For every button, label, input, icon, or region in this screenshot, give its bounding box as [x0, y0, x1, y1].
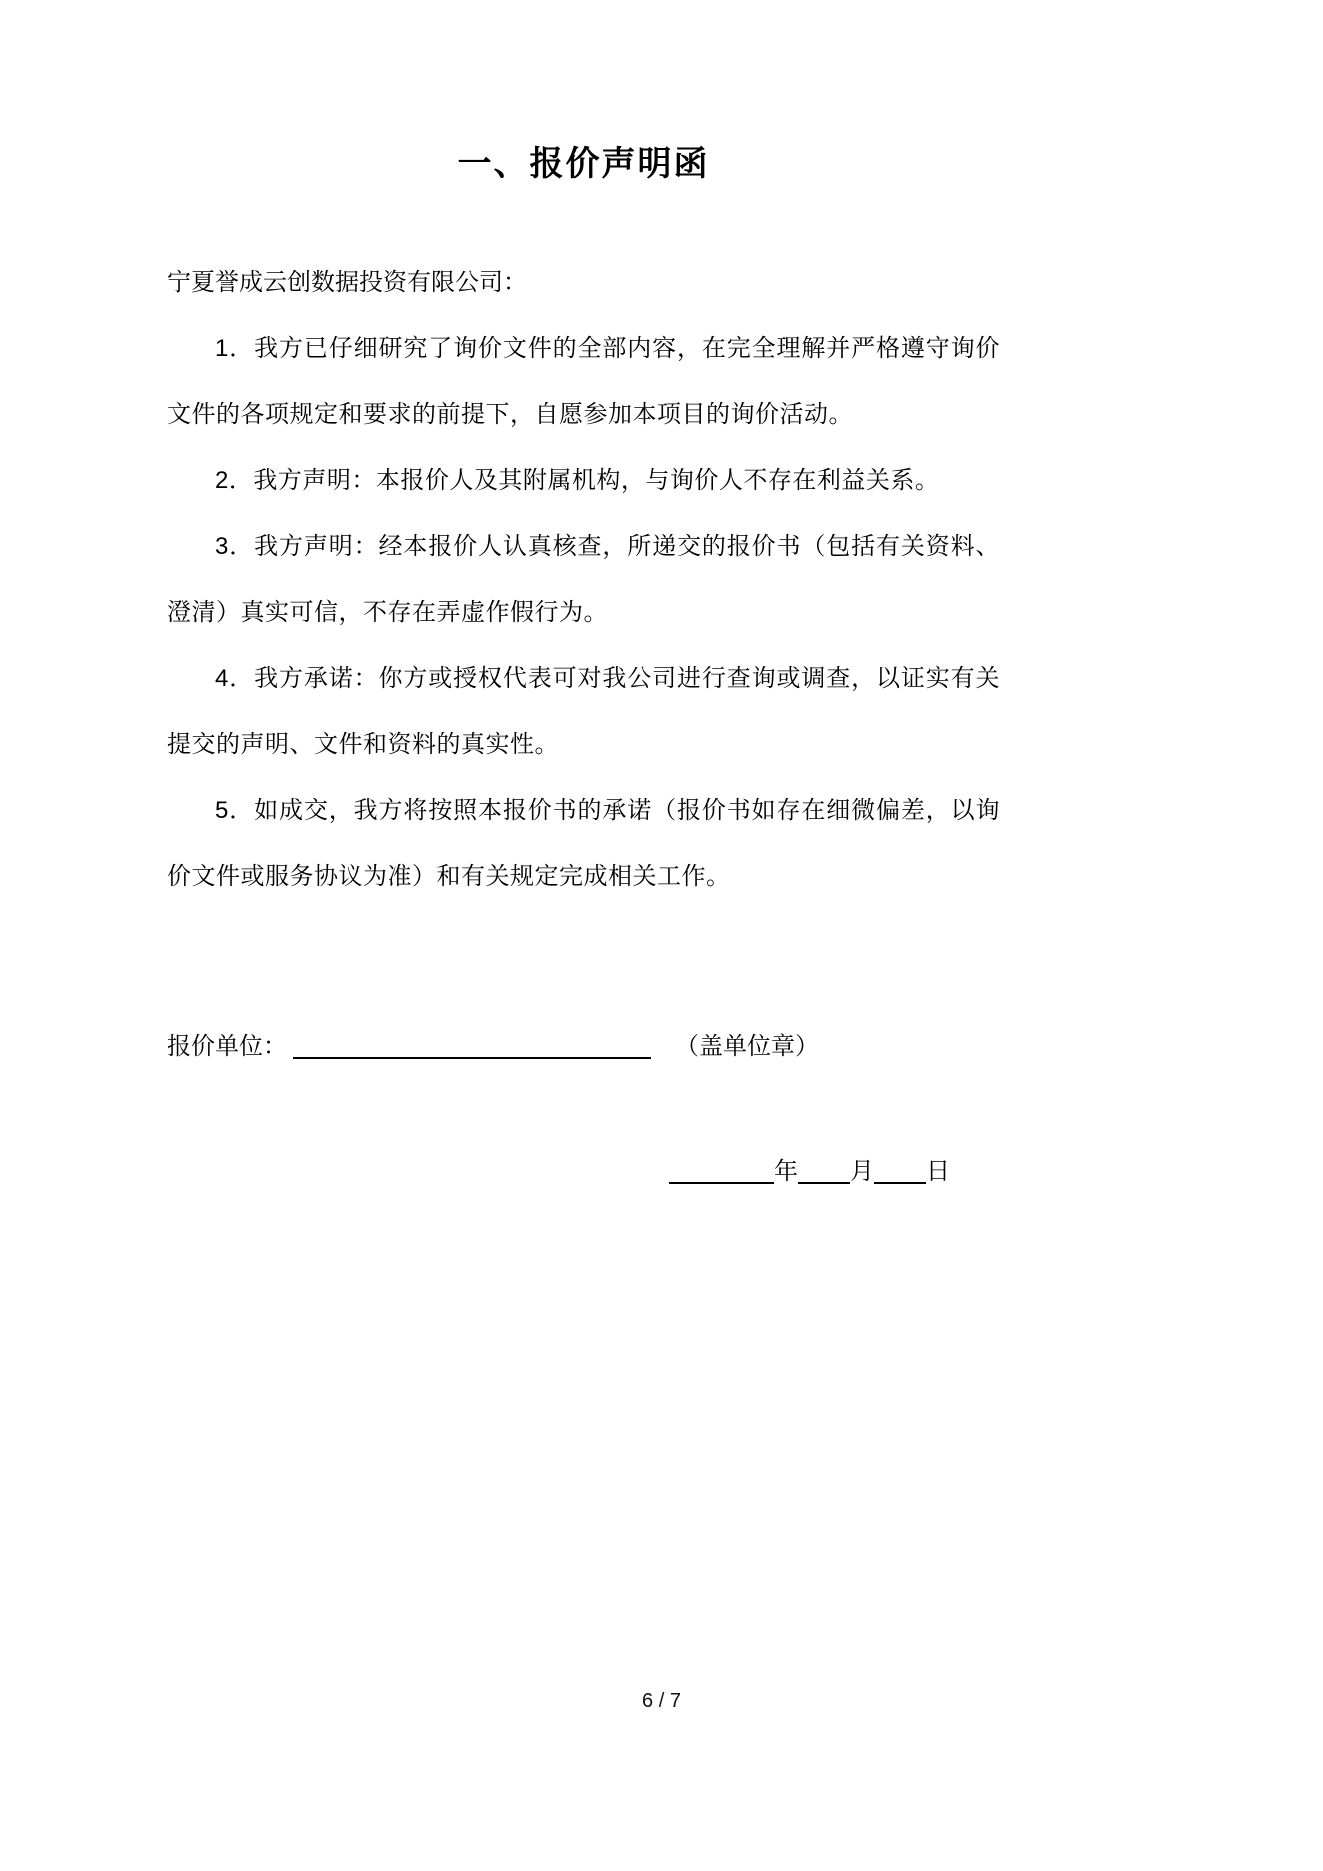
- quoting-unit-blank-field: [293, 1031, 651, 1059]
- quoting-unit-label: 报价单位：: [167, 1033, 287, 1060]
- document-title: 一、报价声明函: [457, 145, 710, 183]
- clause-paragraph-5: 5．如成交，我方将按照本报价书的承诺（报价书如存在细微偏差，以询价文件或服务协议为准）和有关规定完成相关工作。: [167, 797, 1000, 890]
- month-blank-field: [798, 1156, 850, 1184]
- seal-note: （盖单位章）: [675, 1033, 819, 1060]
- signature-row: [167, 1014, 1000, 1080]
- page-number: 6 / 7: [642, 1690, 681, 1712]
- addressee-line: 宁夏誉成云创数据投资有限公司：: [167, 269, 527, 296]
- clause-paragraph-1: 1．我方已仔细研究了询价文件的全部内容，在完全理解并严格遵守询价文件的各项规定和要求的前提下，自愿参加本项目的询价活动。: [167, 335, 1000, 428]
- date-row: [167, 1139, 1000, 1205]
- clause-paragraph-4: 4．我方承诺：你方或授权代表可对我公司进行查询或调查，以证实有关提交的声明、文件和资料的真实性。: [167, 665, 1000, 758]
- year-label: 年: [774, 1158, 798, 1185]
- document-content: [167, 0, 1000, 1205]
- clause-paragraph-3: 3．我方声明：经本报价人认真核查，所递交的报价书（包括有关资料、澄清）真实可信，不存在弄虚作假行为。: [167, 533, 1000, 626]
- year-blank-field: [669, 1156, 774, 1184]
- day-blank-field: [874, 1156, 926, 1184]
- day-label: 日: [926, 1158, 950, 1185]
- month-label: 月: [850, 1158, 874, 1185]
- clause-paragraph-2: 2．我方声明：本报价人及其附属机构，与询价人不存在利益关系。: [215, 467, 940, 494]
